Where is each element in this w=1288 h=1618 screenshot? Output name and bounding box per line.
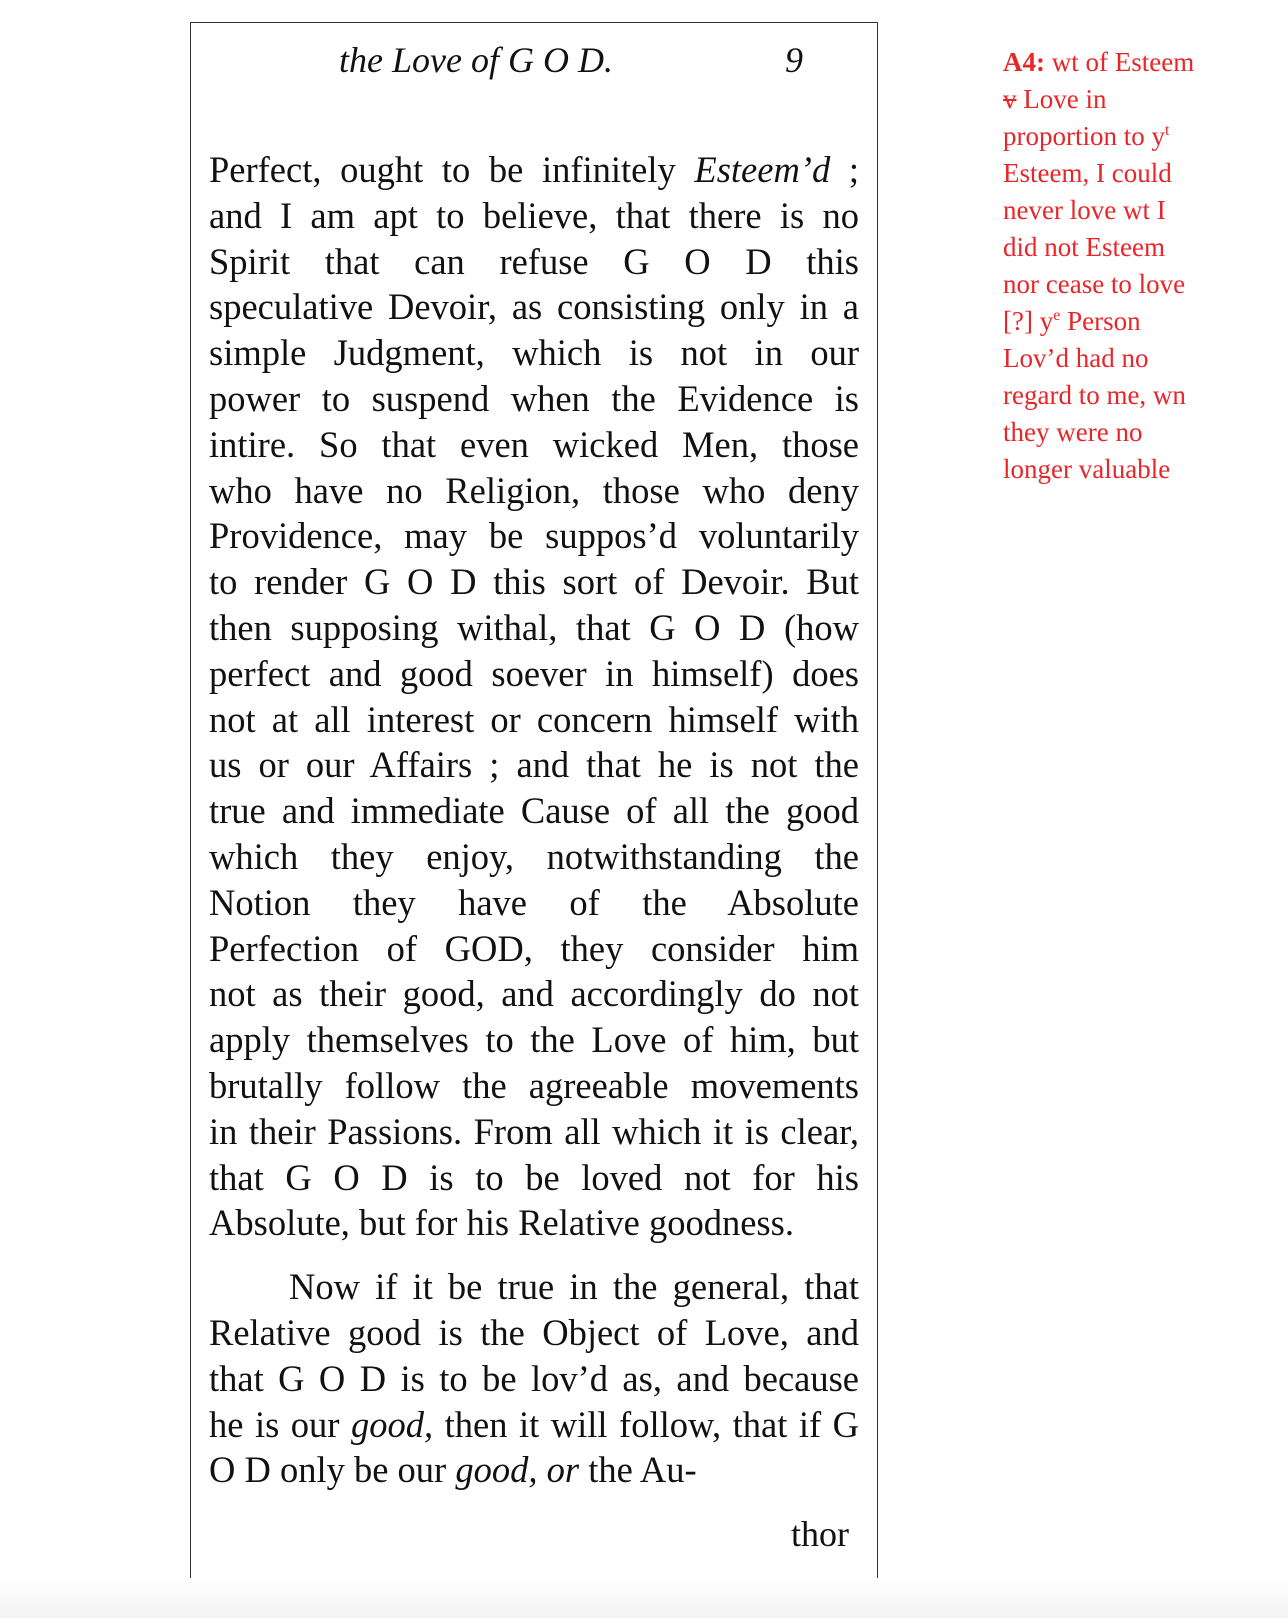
text-line: Providence, may be suppos’d voluntarily <box>209 515 859 557</box>
text-line: Notion they have of the Absolute <box>209 881 859 923</box>
catchword: thor <box>791 1514 849 1554</box>
annotation-line-8: [?] $y^e$ Person <box>1003 306 1141 336</box>
annotation-line-11: they were no <box>1003 417 1143 447</box>
text-line: in their Passions. From all which it is clear, <box>209 1110 859 1152</box>
annotation-label: A4: <box>1003 47 1045 77</box>
window-bottom-edge <box>0 1578 1288 1618</box>
text-line: us or our Affairs ; and that he is not the <box>209 744 859 786</box>
text-line: to render G O D this sort of Devoir. But <box>209 561 859 603</box>
running-title: the Love of G O D. <box>339 40 613 80</box>
text-line: and I am apt to believe, that there is no <box>209 194 859 236</box>
annotation-line-1: A4: wt of Esteem <box>1003 47 1195 77</box>
text-line: simple Judgment, which is not in our <box>209 332 859 374</box>
text-line: which they enjoy, notwithstanding the <box>209 835 859 877</box>
text-line: apply themselves to the Love of him, but <box>209 1019 859 1061</box>
annotation-line-2: v Love in <box>1003 84 1107 114</box>
text-line: Now if it be true in the general, that <box>289 1266 859 1308</box>
text-line: Perfection of GOD, they consider him <box>209 927 859 969</box>
text-line: brutally follow the agreeable movements <box>209 1064 859 1106</box>
text-line: intire. So that even wicked Men, those <box>209 423 859 465</box>
annotation-line-4: Esteem, I could <box>1003 158 1172 188</box>
text-line: Absolute, but for his Relative goodness. <box>209 1202 794 1244</box>
annotation-line-5: never love wt I <box>1003 195 1166 225</box>
text-line: speculative Devoir, as consisting only in a <box>209 286 859 328</box>
text-line: Relative good is the Object of Love, and <box>209 1311 859 1353</box>
text-line: not as their good, and accordingly do not <box>209 973 859 1015</box>
text-line: Spirit that can refuse G O D this <box>209 240 859 282</box>
text-line: true and immediate Cause of all the good <box>209 790 859 832</box>
annotation-line-10: regard to me, wn <box>1003 380 1186 410</box>
body-text <box>209 147 859 1493</box>
text-line: not at all interest or concern himself with <box>209 698 859 740</box>
text-line: that G O D is to be loved not for his <box>209 1156 859 1198</box>
text-line: O D only be our good, or the Au- <box>209 1449 697 1491</box>
paragraph-gap <box>209 1246 859 1264</box>
text-line: who have no Religion, those who deny <box>209 469 859 511</box>
superscript: t <box>1165 122 1170 139</box>
annotation-line-7: nor cease to love <box>1003 269 1186 299</box>
superscript: e <box>1053 307 1061 324</box>
margin-annotation <box>1003 44 1243 488</box>
struck-character: v <box>1003 84 1017 114</box>
annotation-line-6: did not Esteem <box>1003 232 1165 262</box>
text-line: perfect and good soever in himself) does <box>209 652 859 694</box>
annotation-line-3: proportion to $y^t$ <box>1003 121 1170 151</box>
text-line: power to suspend when the Evidence is <box>209 377 859 419</box>
page-number: 9 <box>785 40 803 80</box>
text-line: Perfect, ought to be infinitely Esteem’d ; <box>209 149 859 190</box>
text-line: he is our good, then it will follow, that if G <box>209 1403 860 1445</box>
document-page <box>190 22 878 1582</box>
annotation-line-9: Lov’d had no <box>1003 343 1149 373</box>
paragraph-2 <box>209 1264 859 1493</box>
text-line: that G O D is to be lov’d as, and because <box>209 1357 859 1399</box>
text-line: then supposing withal, that G O D (how <box>209 606 859 648</box>
running-head <box>191 39 877 89</box>
paragraph-1 <box>209 147 859 1246</box>
annotation-line-12: longer valuable <box>1003 454 1171 484</box>
